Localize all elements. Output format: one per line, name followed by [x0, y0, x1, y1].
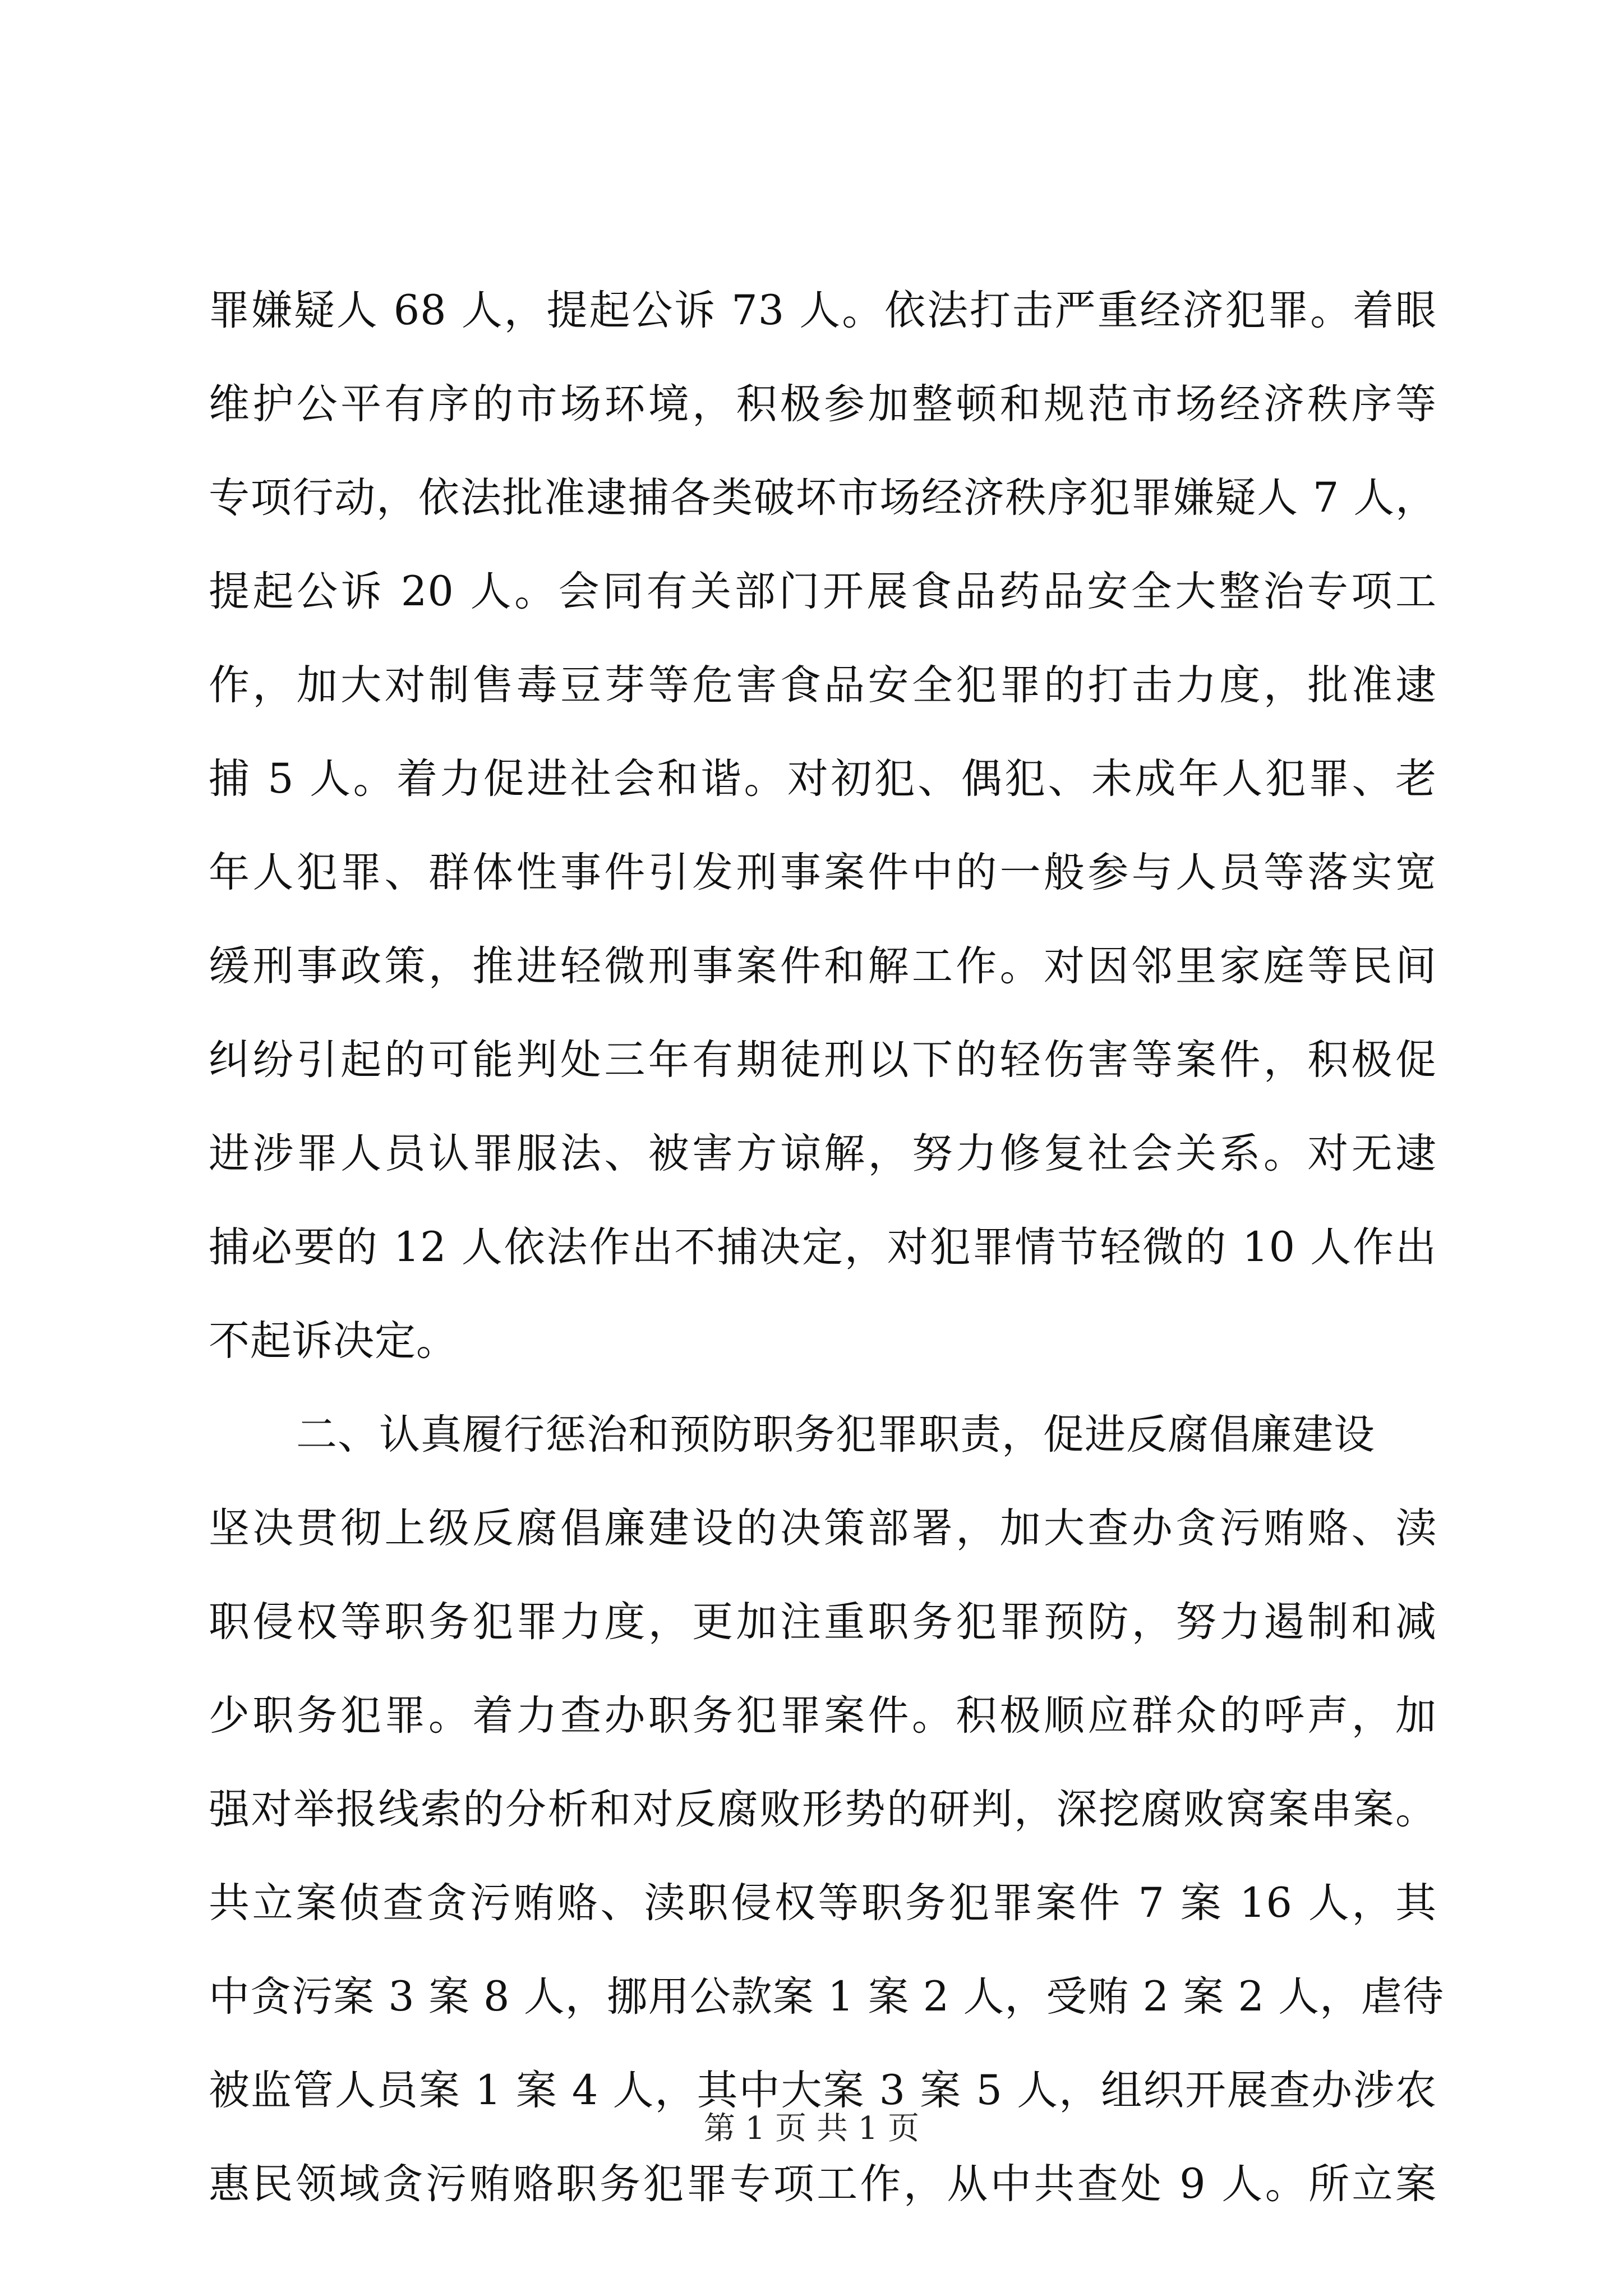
text-line: 年人犯罪、群体性事件引发刑事案件中的一般参与人员等落实宽 [209, 849, 1437, 896]
text-line: 进涉罪人员认罪服法、被害方谅解，努力修复社会关系。对无逮 [209, 1130, 1437, 1177]
paragraph [209, 264, 1437, 1388]
text-line: 维护公平有序的市场环境，积极参加整顿和规范市场经济秩序等 [209, 380, 1437, 428]
text-line: 捕必要的 12 人依法作出不捕决定，对犯罪情节轻微的 10 人作出 [209, 1223, 1437, 1271]
text-line: 中贪污案 3 案 8 人，挪用公款案 1 案 2 人，受贿 2 案 2 人，虐待 [209, 1973, 1445, 2021]
text-line: 缓刑事政策，推进轻微刑事案件和解工作。对因邻里家庭等民间 [209, 942, 1437, 990]
text-line: 坚决贯彻上级反腐倡廉建设的决策部署，加大查办贪污贿赂、渎 [209, 1504, 1437, 1552]
page-footer: 第 1 页 共 1 页 [703, 2110, 920, 2147]
text-line: 专项行动，依法批准逮捕各类破坏市场经济秩序犯罪嫌疑人 7 人， [209, 474, 1437, 522]
text-line: 惠民领域贪污贿赂职务犯罪专项工作，从中共查处 9 人。所立案 [209, 2160, 1437, 2208]
text-line: 职侵权等职务犯罪力度，更加注重职务犯罪预防，努力遏制和减 [209, 1598, 1437, 1646]
text-line: 被监管人员案 1 案 4 人，其中大案 3 案 5 人，组织开展查办涉农 [209, 2067, 1437, 2114]
text-line: 纠纷引起的可能判处三年有期徒刑以下的轻伤害等案件，积极促 [209, 1036, 1437, 1084]
paragraph [209, 1388, 1437, 1481]
text-line: 作，加大对制售毒豆芽等危害食品安全犯罪的打击力度，批准逮 [209, 661, 1437, 709]
text-line: 提起公诉 20 人。会同有关部门开展食品药品安全大整治专项工 [209, 568, 1437, 615]
text-line: 罪嫌疑人 68 人，提起公诉 73 人。依法打击严重经济犯罪。着眼 [209, 287, 1437, 334]
body-text [209, 264, 1445, 2231]
text-line: 二、认真履行惩治和预防职务犯罪职责，促进反腐倡廉建设 [296, 1411, 1375, 1458]
text-line: 共立案侦查贪污贿赂、渎职侵权等职务犯罪案件 7 案 16 人，其 [209, 1879, 1437, 1927]
text-line: 强对举报线索的分析和对反腐败形势的研判，深挖腐败窝案串案。 [209, 1786, 1437, 1833]
text-line: 捕 5 人。着力促进社会和谐。对初犯、偶犯、未成年人犯罪、老 [209, 755, 1437, 803]
text-line: 少职务犯罪。着力查办职务犯罪案件。积极顺应群众的呼声，加 [209, 1692, 1437, 1740]
text-line: 不起诉决定。 [209, 1317, 458, 1365]
